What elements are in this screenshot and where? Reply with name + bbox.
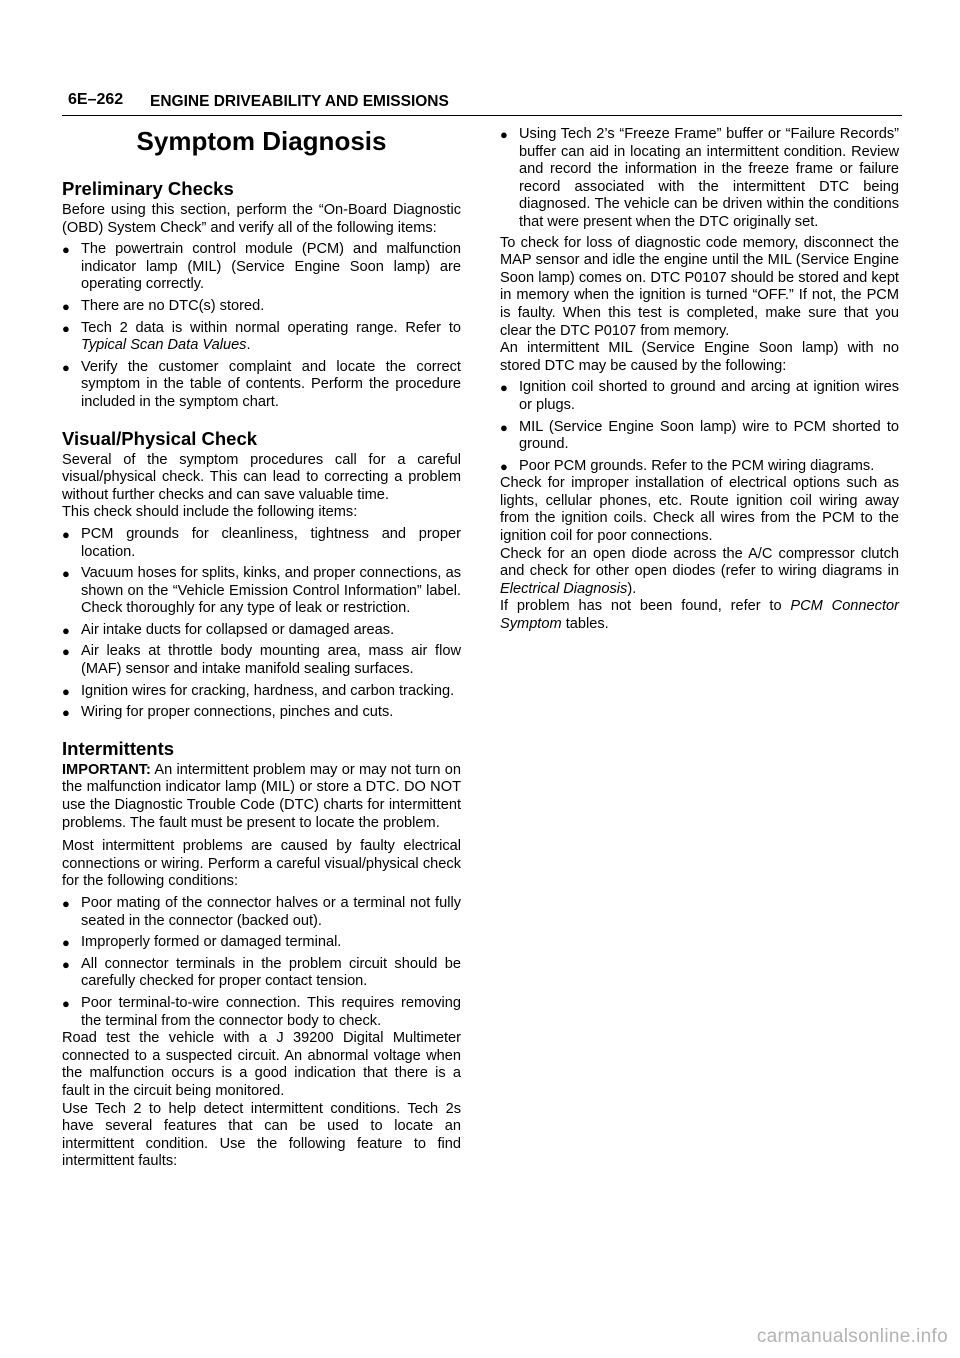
page-title: Symptom Diagnosis [136, 126, 387, 156]
intermittents-para-3: Road test the vehicle with a J 39200 Digital Multimeter connected to a suspected circuit. An abnormal voltage when the malfunction occurs is a good indication that there is a fault in the circuit being monitored. [62, 1030, 461, 1099]
bullet-icon: ● [62, 320, 70, 336]
important-note: IMPORTANT: An intermittent problem may or may not turn on the malfunction indicator lamp (MIL) or store a DTC. DO NOT use the Diagnostic Trouble Code (DTC) charts for intermittent problems. The fault must be present to locate the problem. [62, 761, 461, 831]
list-item: ● Poor mating of the connector halves or a terminal not fully seated in the connector (backed out). [62, 895, 461, 929]
final-reference-para: If problem has not been found, refer to PCM Connector Symptom tables. [500, 598, 899, 633]
list-item: ● Air intake ducts for collapsed or damaged areas. [62, 621, 395, 638]
list-item: ● Tech 2 data is within normal operating range. Refer to Typical Scan Data Values. [62, 319, 461, 354]
electrical-options-para: Check for improper installation of electrical options such as lights, cellular phones, etc. Route ignition coil wiring away from the ignition coils. Check all wires from the PCM to the ignition coil for poor connections. [500, 475, 899, 545]
reference-pcm-connector-symptom: PCM Connector Symptom [500, 598, 899, 633]
list-item: ● Wiring for proper connections, pinches and cuts. [62, 704, 394, 721]
list-item: ● The powertrain control module (PCM) and malfunction indicator lamp (MIL) (Service Engine Soon lamp) are operating correctly. [62, 241, 461, 293]
memory-check-para: To check for loss of diagnostic code memory, disconnect the MAP sensor and idle the engine until the MIL (Service Engine Soon lamp) comes on. DTC P0107 should be stored and kept in memory when the ignition is turned “OFF.” If not, the PCM is faulty. When this test is completed, make sure that you clear the DTC P0107 from memory. [500, 234, 899, 339]
watermark: carmanualsonline.info [756, 1326, 948, 1347]
intermittent-mil-para: An intermittent MIL (Service Engine Soon lamp) with no stored DTC may be caused by the following: [500, 340, 899, 374]
list-item: ● Verify the customer complaint and locate the correct symptom in the table of contents. Perform the procedure included in the symptom chart. [62, 358, 461, 410]
header-rule [62, 115, 902, 116]
intermittents-para-4: Use Tech 2 to help detect intermittent conditions. Tech 2s have several features that can be used to locate an intermittent condition. Use the following feature to find intermittent faults: [62, 1100, 461, 1170]
page-header [62, 88, 902, 118]
bullet-icon: ● [500, 419, 508, 435]
bullet-icon: ● [500, 380, 508, 396]
reference-electrical-diagnosis: Electrical Diagnosis [500, 580, 628, 597]
bullet-icon: ● [62, 644, 70, 660]
section-title: ENGINE DRIVEABILITY AND EMISSIONS [150, 93, 449, 110]
intermittents-list [62, 895, 461, 1030]
list-item: ● There are no DTC(s) stored. [62, 297, 265, 314]
visual-physical-heading: Visual/Physical Check [62, 427, 258, 449]
reference-typical-scan-data: Typical Scan Data Values [81, 337, 247, 354]
bullet-icon: ● [62, 359, 70, 375]
bullet-icon: ● [62, 622, 70, 638]
list-item: ● PCM grounds for cleanliness, tightness and proper location. [62, 525, 461, 560]
list-item: ● Vacuum hoses for splits, kinks, and proper connections, as shown on the “Vehicle Emission Control Information” label. Check thoroughly for any type of leak or restriction. [62, 565, 461, 617]
visual-intro-2: This check should include the following items: [62, 504, 358, 521]
list-item: ● Ignition wires for cracking, hardness, and carbon tracking. [62, 682, 455, 699]
list-item: ● Ignition coil shorted to ground and arcing at ignition wires or plugs. [500, 379, 899, 413]
mil-causes-list [500, 379, 899, 475]
important-label: IMPORTANT: [62, 761, 151, 778]
bullet-icon: ● [500, 127, 508, 142]
preliminary-list [62, 241, 461, 411]
intermittents-para-2: Most intermittent problems are caused by faulty electrical connections or wiring. Perform a careful visual/physical check for the following conditions: [62, 838, 461, 890]
page-number: 6E–262 [68, 91, 124, 108]
bullet-icon: ● [62, 705, 70, 721]
preliminary-intro: Before using this section, perform the “On-Board Diagnostic (OBD) System Check” and verify all of the following items: [62, 202, 461, 236]
list-item: ● All connector terminals in the problem circuit should be carefully checked for proper contact tension. [62, 955, 461, 990]
bullet-icon: ● [62, 298, 70, 314]
list-item: ● Poor terminal-to-wire connection. This requires removing the terminal from the connector body to check. [62, 994, 461, 1029]
preliminary-checks-heading: Preliminary Checks [62, 178, 234, 199]
list-item: ● MIL (Service Engine Soon lamp) wire to PCM shorted to ground. [500, 418, 899, 453]
list-item: ● Using Tech 2’s “Freeze Frame” buffer or “Failure Records” buffer can aid in locating an intermittent condition. Review and record the information in the freeze frame or failure record associated with the intermittent DTC being diagnosed. The vehicle can be driven within the conditions that were present when the DTC originally set. [500, 126, 899, 230]
bullet-icon: ● [62, 683, 70, 699]
visual-intro: Several of the symptom procedures call for a careful visual/physical check. This can lead to correcting a problem without further checks and can save valuable time. [62, 451, 461, 503]
intermittents-heading: Intermittents [62, 737, 175, 759]
bullet-icon: ● [62, 956, 70, 972]
bullet-icon: ● [62, 995, 70, 1011]
open-diode-para: Check for an open diode across the A/C compressor clutch and check for other open diodes (refer to wiring diagrams in Electrical Diagnosis). [500, 545, 899, 597]
left-column [62, 124, 461, 1171]
bullet-icon: ● [62, 935, 70, 951]
right-column [500, 126, 899, 634]
visual-list [62, 526, 461, 722]
bullet-icon: ● [500, 458, 508, 474]
bullet-icon: ● [62, 242, 70, 258]
list-item: ● Improperly formed or damaged terminal. [62, 934, 342, 951]
list-item: ● Air leaks at throttle body mounting area, mass air flow (MAF) sensor and intake manifold sealing surfaces. [62, 643, 461, 678]
bullet-icon: ● [62, 526, 70, 542]
bullet-icon: ● [62, 566, 70, 582]
freeze-frame-list [500, 126, 899, 232]
bullet-icon: ● [62, 896, 70, 911]
list-item: ● Poor PCM grounds. Refer to the PCM wiring diagrams. [500, 457, 875, 474]
